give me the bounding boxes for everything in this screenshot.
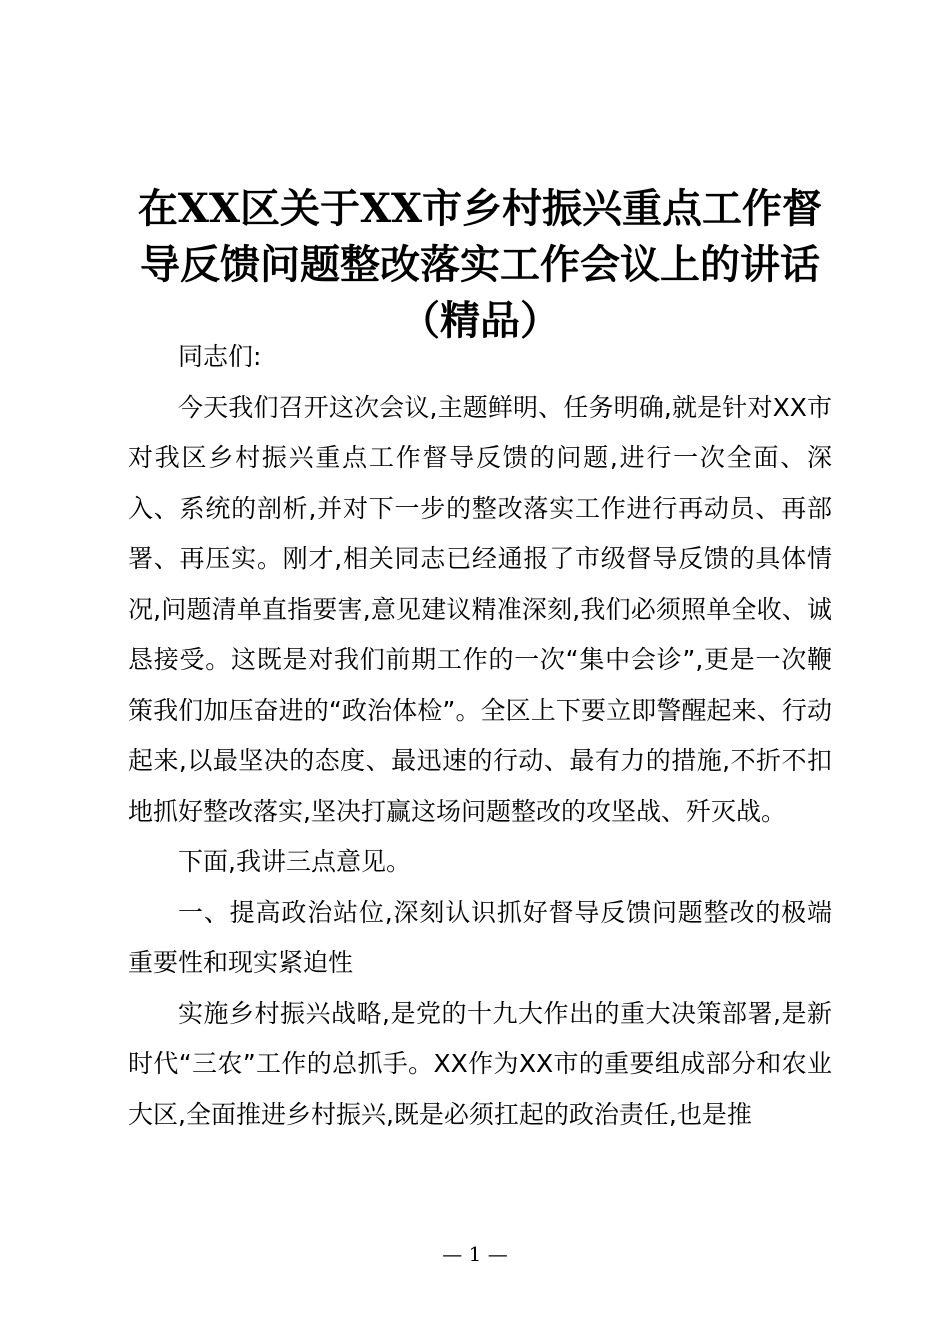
title-line-3: （精品） xyxy=(400,297,560,344)
title-line-2: 导反馈问题整改落实工作会议上的讲话 xyxy=(140,241,820,288)
paragraph-outline: 下面,我讲三点意见。 xyxy=(178,847,411,876)
document-body xyxy=(128,332,832,1140)
salutation: 同志们: xyxy=(178,342,262,371)
paragraph-section-1: 实施乡村振兴战略,是党的十九大作出的重大决策部署,是新时代“三农”工作的总抓手。XX作为XX市的重要组成部分和农业大区,全面推进乡村振兴,既是必须扛起的政治责任,也是推 xyxy=(128,998,832,1129)
document-title xyxy=(110,181,850,349)
title-line-1: 在XX区关于XX市乡村振兴重点工作督 xyxy=(137,185,823,232)
section-heading-1: 一、提高政治站位,深刻认识抓好督导反馈问题整改的极端重要性和现实紧迫性 xyxy=(128,897,832,977)
paragraph-intro: 今天我们召开这次会议,主题鲜明、任务明确,就是针对XX市对我区乡村振兴重点工作督导反馈的问题,进行一次全面、深入、系统的剖析,并对下一步的整改落实工作进行再动员、再部署、再压实。刚才,相关同志已经通报了市级督导反馈的具体情况,问题清单直指要害,意见建议精准深刻,我们必须照单全收、诚恳接受。这既是对我们前期工作的一次“集中会诊”,更是一次鞭策我们加压奋进的“政治体检”。全区上下要立即警醒起来、行动起来,以最坚决的态度、最迅速的行动、最有力的措施,不折不扣地抓好整改落实,坚决打赢这场问题整改的攻坚战、歼灭战。 xyxy=(128,392,832,826)
page-number: — 1 — xyxy=(442,1242,508,1266)
